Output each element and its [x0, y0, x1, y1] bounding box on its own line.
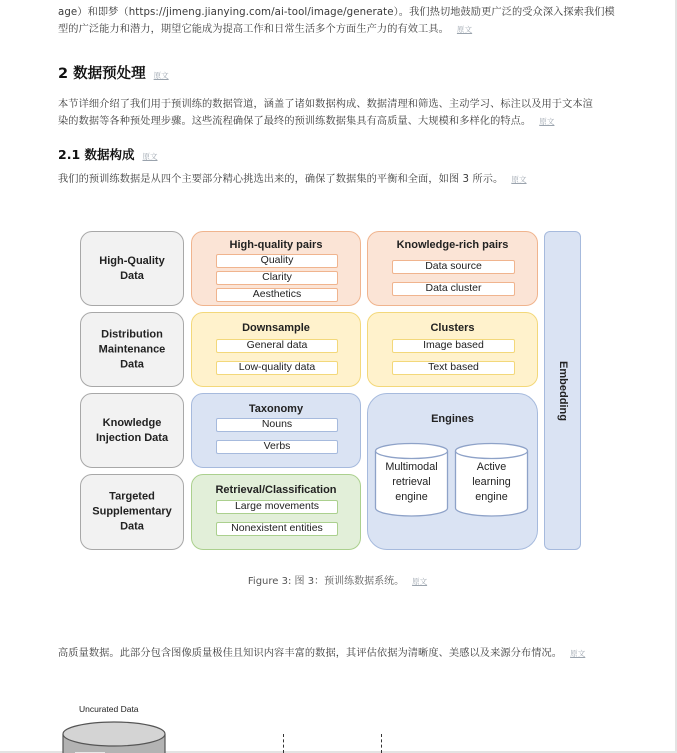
item-general-data: General data [216, 339, 338, 353]
box-title: High-quality pairs [229, 239, 323, 251]
box-title: Knowledge-rich pairs [396, 239, 509, 251]
intro-line-1: age）和即梦（https://jimeng.jianying.com/ai-tool/image/generate）。我们热切地鼓励更广泛的受众深入探索我们模 [58, 7, 615, 18]
original-text-link[interactable]: 原文 [142, 152, 158, 161]
engines-box [367, 393, 538, 550]
subsection-title: 2.1 数据构成 [58, 147, 135, 162]
row-label-line: Knowledge [102, 416, 162, 429]
item-verbs: Verbs [216, 440, 338, 454]
paragraph-line-2: 染的数据等各种预处理步骤。这些流程确保了最终的预训练数据集具有高质量、大规模和多样化的特点。 [58, 116, 532, 127]
section-title: 2 数据预处理 [58, 66, 146, 82]
box-title: Downsample [242, 322, 310, 334]
uncurated-data-cylinder-icon [60, 718, 170, 753]
item-nouns: Nouns [216, 418, 338, 432]
engine-label-line: engine [395, 491, 428, 503]
original-text-link[interactable]: 原文 [412, 577, 428, 586]
section-2-1-paragraph [58, 171, 618, 188]
intro-paragraph [58, 4, 618, 38]
row-label-line: Injection Data [95, 431, 169, 444]
dashed-divider [381, 734, 382, 753]
row-label-line: Targeted [109, 490, 155, 503]
section-heading-2-1 [58, 145, 618, 163]
item-image-based: Image based [392, 339, 515, 353]
row-label-line: Data [120, 269, 144, 282]
engine-label-line: engine [475, 491, 508, 503]
embedding-bar [544, 231, 581, 550]
box-title: Engines [431, 413, 474, 425]
dashed-divider [283, 734, 284, 753]
original-text-link[interactable]: 原文 [570, 649, 586, 658]
downsample-box [191, 312, 361, 387]
knowledge-rich-pairs-box [367, 231, 538, 306]
multimodal-retrieval-engine-cylinder [374, 442, 449, 517]
section-heading-2 [58, 62, 618, 83]
paragraph-line-1: 本节详细介绍了我们用于预训练的数据管道，涵盖了诸如数据构成、数据清理和筛选、主动学习、标注以及用于文本渲 [58, 99, 593, 110]
figure-caption [0, 572, 675, 587]
box-title: Clusters [430, 322, 475, 334]
item-clarity: Clarity [216, 271, 338, 285]
item-low-quality-data: Low-quality data [216, 361, 338, 375]
item-data-source: Data source [392, 260, 515, 274]
original-text-link[interactable]: 原文 [153, 71, 169, 80]
engine-label-line: Active [476, 461, 507, 473]
section-2-paragraph [58, 96, 618, 130]
original-text-link[interactable]: 原文 [456, 25, 473, 34]
item-data-cluster: Data cluster [392, 282, 515, 296]
paragraph-text: 高质量数据。此部分包含图像质量极佳且知识内容丰富的数据，其评估依据为清晰度、美感以及来源分布情况。 [58, 648, 563, 659]
high-quality-data-paragraph [58, 645, 618, 662]
retrieval-classification-box [191, 474, 361, 550]
item-nonexistent-entities: Nonexistent entities [216, 522, 338, 536]
item-quality: Quality [216, 254, 338, 268]
row-label-line: Data [120, 358, 144, 370]
row-label-high-quality-data [80, 231, 184, 306]
engine-label-line: Multimodal [385, 461, 438, 473]
item-text-based: Text based [392, 361, 515, 375]
clusters-box [367, 312, 538, 387]
pretraining-data-system-figure [80, 231, 582, 551]
active-learning-engine-cylinder [454, 442, 529, 517]
row-label-line: Maintenance [98, 343, 166, 355]
original-text-link[interactable]: 原文 [539, 117, 555, 126]
paragraph-text: 我们的预训练数据是从四个主要部分精心挑选出来的，确保了数据集的平衡和全面，如图 3 所示。 [58, 174, 504, 185]
high-quality-pairs-box [191, 231, 361, 306]
row-label-distribution-maintenance-data [80, 312, 184, 387]
box-title: Taxonomy [248, 403, 304, 415]
row-label-line: High-Quality [99, 254, 165, 267]
row-label-targeted-supplementary-data [80, 474, 184, 550]
uncurated-data-label: Uncurated Data [79, 704, 139, 714]
box-title: Retrieval/Classification [215, 484, 337, 496]
row-label-line: Distribution [101, 328, 163, 340]
intro-line-2: 型的广泛能力和潜力，期望它能成为提高工作和日常生活多个方面生产力的有效工具。 [58, 24, 449, 35]
embedding-label: Embedding [556, 360, 569, 421]
original-text-link[interactable]: 原文 [511, 175, 527, 184]
engine-label-line: retrieval [392, 476, 431, 488]
engine-label-line: learning [472, 476, 511, 488]
item-large-movements: Large movements [216, 500, 338, 514]
row-label-line: Supplementary [92, 505, 172, 518]
taxonomy-box [191, 393, 361, 468]
caption-text: Figure 3: 图 3：预训练数据系统。 [247, 576, 405, 587]
item-aesthetics: Aesthetics [216, 288, 338, 302]
row-label-line: Data [120, 520, 144, 533]
row-label-knowledge-injection-data [80, 393, 184, 468]
